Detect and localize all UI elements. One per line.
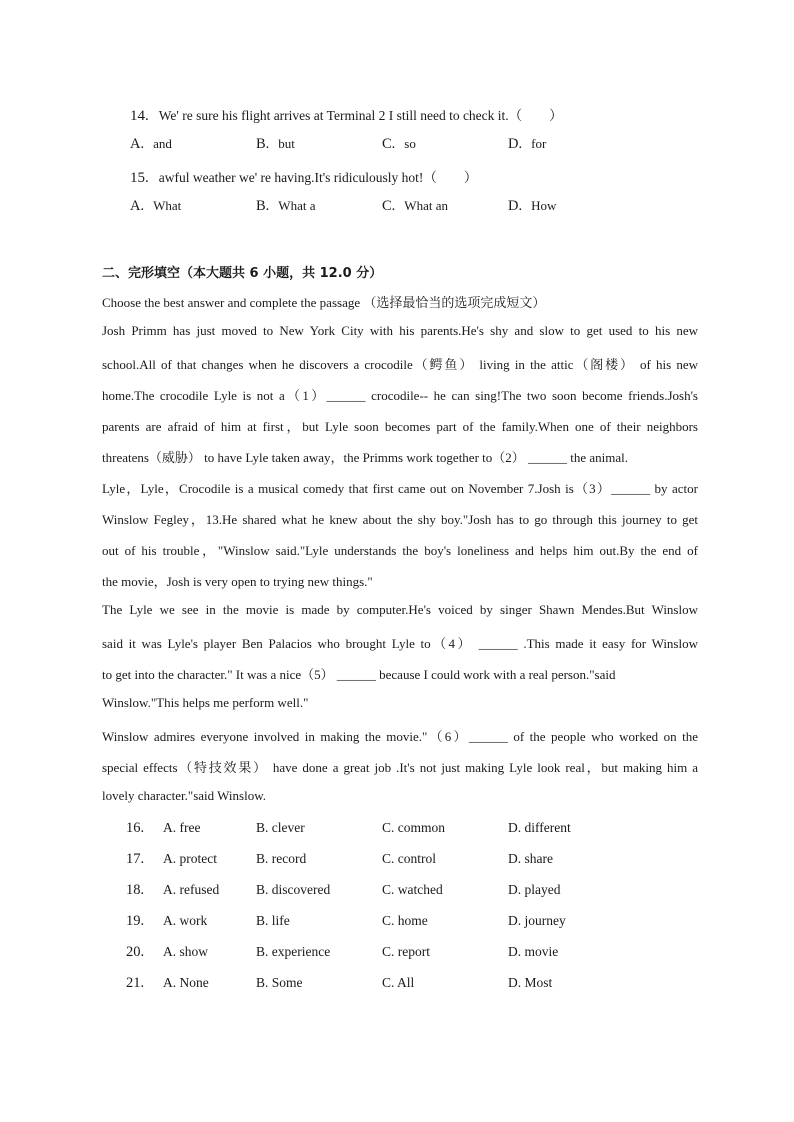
option-c[interactable]: C. What an [382, 198, 448, 214]
passage-line: home.The crocodile Lyle is not a（1）______ crocodile-- he can sing!The two soon become friends.Josh's [102, 388, 698, 403]
option-c[interactable]: C. control [382, 851, 436, 866]
question-stem: We' re sure his flight arrives at Terminal 2 I still need to check it.（ ） [158, 108, 563, 123]
choice-number: 16. [126, 820, 145, 836]
option-c[interactable]: C. home [382, 913, 428, 928]
option-b[interactable]: B. record [256, 851, 307, 866]
option-a[interactable]: A. work [163, 913, 208, 928]
option-b[interactable]: B. What a [256, 198, 316, 214]
option-c[interactable]: C. common [382, 820, 445, 835]
passage-line: said it was Lyle's player Ben Palacios who brought Lyle to（4） ______ .This made it easy for Winslow [102, 636, 698, 651]
choice-number: 19. [126, 913, 145, 929]
option-d[interactable]: D. different [508, 820, 571, 835]
option-a[interactable]: A. refused [163, 882, 220, 897]
option-b[interactable]: B. Some [256, 975, 303, 990]
option-a[interactable]: A. None [163, 975, 209, 990]
option-b[interactable]: B. clever [256, 820, 305, 835]
option-a[interactable]: A. free [163, 820, 201, 835]
question-number: 14. [130, 108, 149, 124]
question-15-options [130, 198, 650, 218]
passage-line: special effects（特技效果） have done a great job .It's not just making Lyle look real，but making him a [102, 760, 698, 775]
option-a[interactable]: A. show [163, 944, 209, 959]
choice-number: 21. [126, 975, 145, 991]
passage-line: Winslow Fegley，13.He shared what he knew about the shy boy."Josh has to go through this journey to get [102, 512, 698, 527]
choice-number: 20. [126, 944, 145, 960]
choice-row-16 [126, 820, 666, 842]
option-c[interactable]: C. report [382, 944, 430, 959]
choice-row-19 [126, 913, 666, 935]
option-d[interactable]: D. journey [508, 913, 566, 928]
passage-line: to get into the character." It was a nice（5） ______ because I could work with a real person."said [102, 667, 616, 682]
choice-row-20 [126, 944, 666, 966]
passage-line: school.All of that changes when he discovers a crocodile（鳄鱼） living in the attic（阁楼） of his new [102, 357, 698, 372]
question-15 [130, 166, 477, 187]
choice-number: 17. [126, 851, 145, 867]
option-c[interactable]: C. watched [382, 882, 443, 897]
option-d[interactable]: D. movie [508, 944, 559, 959]
option-c[interactable]: C. so [382, 136, 416, 152]
option-c[interactable]: C. All [382, 975, 415, 990]
instruction: Choose the best answer and complete the passage （选择最恰当的选项完成短文） [102, 295, 546, 310]
choice-row-17 [126, 851, 666, 873]
choice-row-21 [126, 975, 666, 997]
choice-row-18 [126, 882, 666, 904]
option-d[interactable]: D. How [508, 198, 557, 214]
passage-line: parents are afraid of him at first，but Lyle soon becomes part of the family.When one of their neighbors [102, 419, 698, 434]
option-d[interactable]: D. played [508, 882, 561, 897]
option-b[interactable]: B. discovered [256, 882, 331, 897]
option-a[interactable]: A. protect [163, 851, 217, 866]
question-14 [130, 104, 563, 125]
passage-line: The Lyle we see in the movie is made by computer.He's voiced by singer Shawn Mendes.But Winslow [102, 602, 698, 617]
passage-line: out of his trouble，"Winslow said."Lyle understands the boy's loneliness and helps him out.By the end of [102, 543, 698, 558]
option-b[interactable]: B. experience [256, 944, 331, 959]
passage-line: Lyle，Lyle，Crocodile is a musical comedy that first came out on November 7.Josh is（3）______ by actor [102, 481, 698, 496]
passage-line: Josh Primm has just moved to New York City with his parents.He's shy and slow to get used to his new [102, 323, 698, 338]
question-14-options [130, 136, 650, 156]
passage-line: lovely character."said Winslow. [102, 788, 266, 803]
section-title: 二、完形填空（本大题共 6 小题，共 12.0 分） [102, 266, 383, 281]
option-b[interactable]: B. but [256, 136, 295, 152]
question-number: 15. [130, 170, 149, 186]
passage-line: Winslow."This helps me perform well." [102, 695, 309, 710]
option-d[interactable]: D. Most [508, 975, 553, 990]
passage-line: the movie，Josh is very open to trying new things." [102, 574, 373, 589]
choice-number: 18. [126, 882, 145, 898]
passage-line: Winslow admires everyone involved in making the movie."（6）______ of the people who worked on the [102, 729, 698, 744]
option-a[interactable]: A. and [130, 136, 172, 152]
option-d[interactable]: D. share [508, 851, 553, 866]
option-d[interactable]: D. for [508, 136, 547, 152]
option-a[interactable]: A. What [130, 198, 182, 214]
question-stem: awful weather we' re having.It's ridiculously hot!（ ） [158, 170, 478, 185]
option-b[interactable]: B. life [256, 913, 290, 928]
passage-line: threatens（威胁） to have Lyle taken away，the Primms work together to（2） ______ the animal. [102, 450, 629, 465]
